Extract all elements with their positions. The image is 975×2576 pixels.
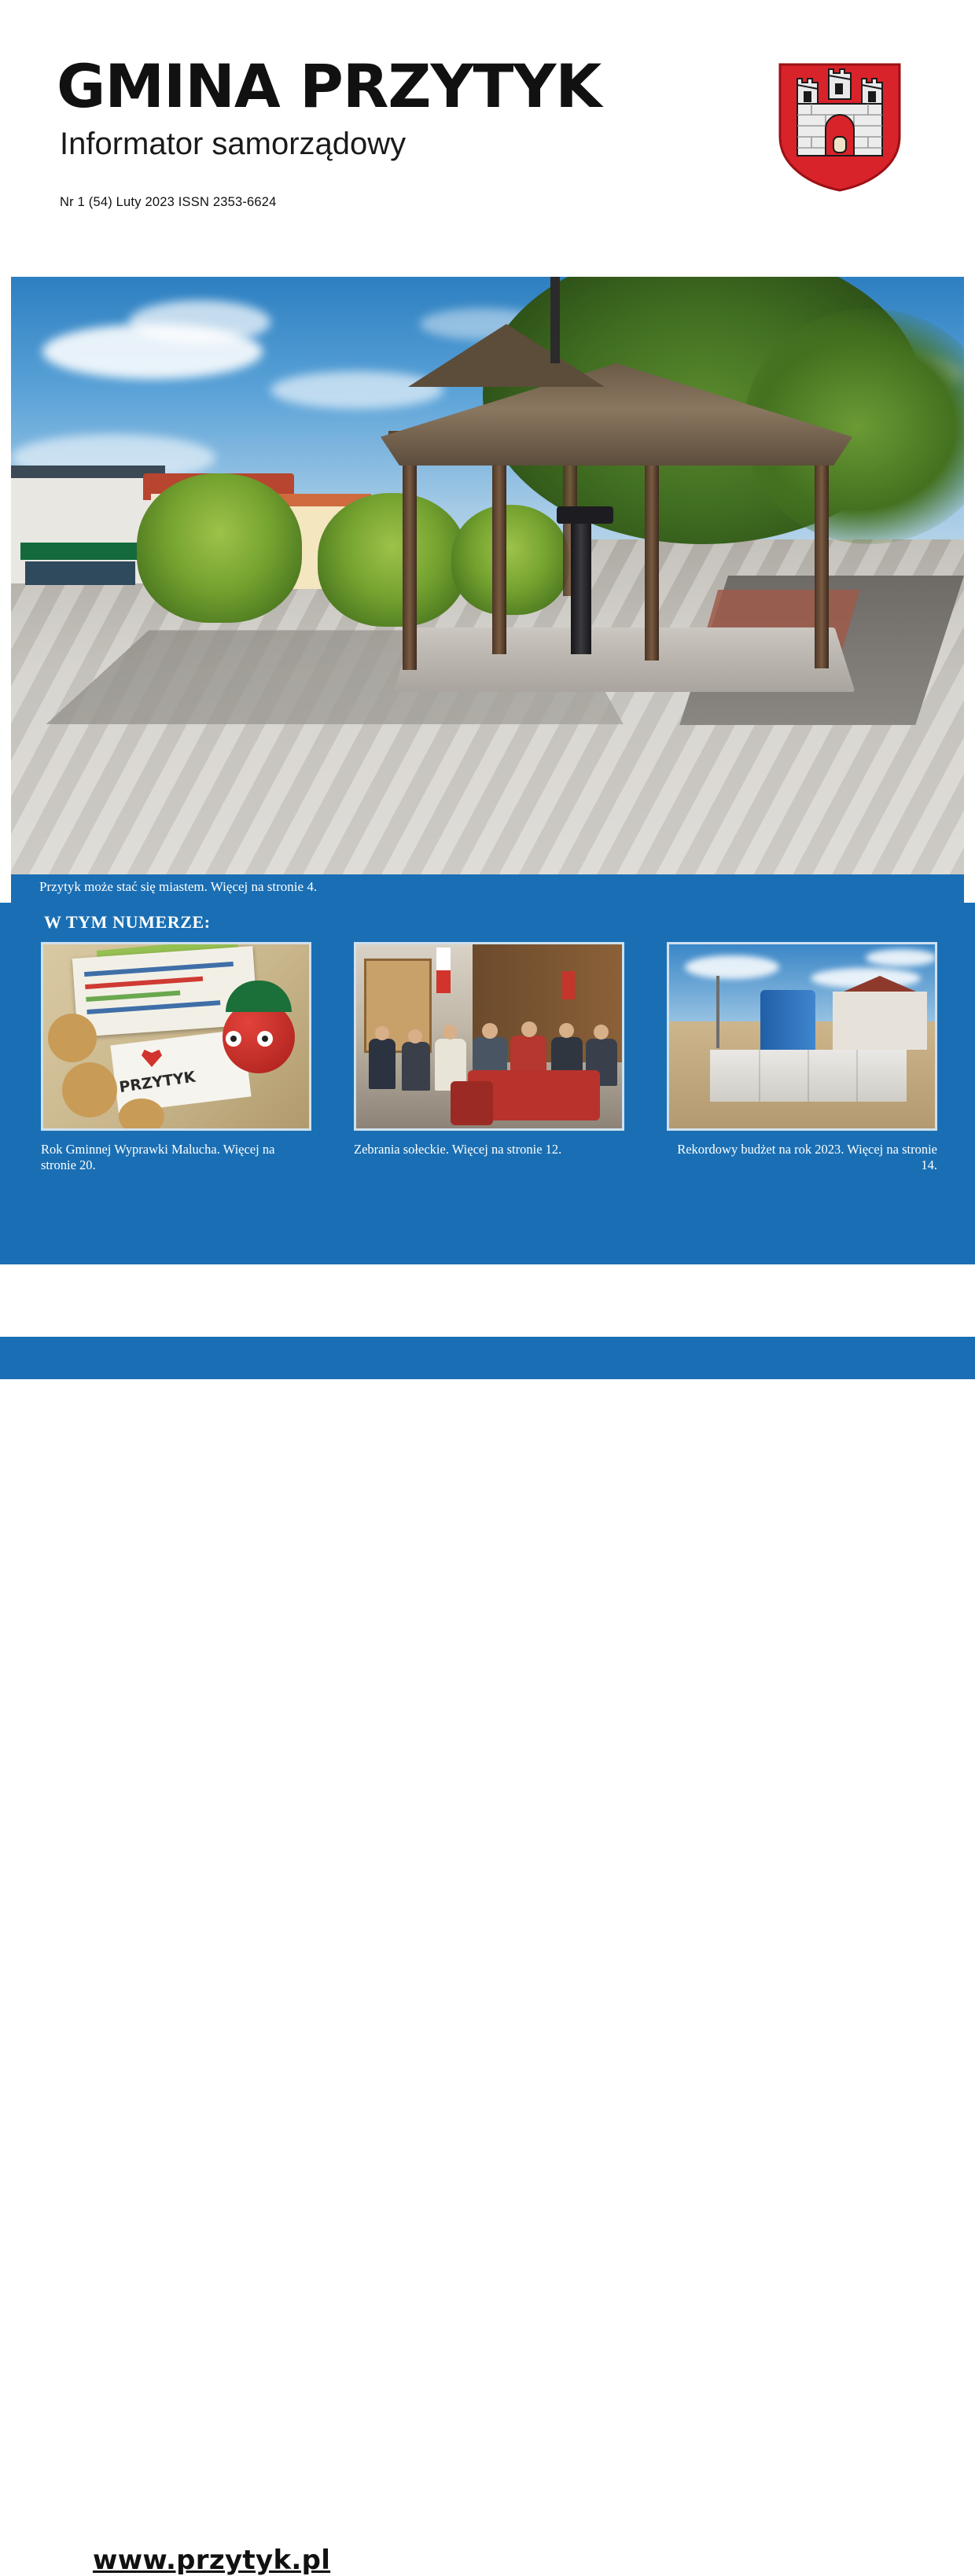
- water-pump: [571, 513, 591, 654]
- footer: [0, 1264, 975, 2576]
- coat-of-arms-icon: [777, 61, 903, 193]
- cover-photo: [11, 277, 964, 874]
- attendee-head: [594, 1025, 609, 1040]
- shop-window: [25, 561, 135, 585]
- attendee-head: [559, 1023, 574, 1038]
- wooden-toy: [119, 1098, 164, 1131]
- masthead: [0, 0, 975, 277]
- attendee-head: [482, 1023, 498, 1039]
- wooden-toy: [48, 1014, 97, 1062]
- shop-awning: [20, 543, 138, 560]
- cloud: [129, 300, 270, 344]
- attendee-head: [408, 1029, 422, 1043]
- title-block: [57, 51, 749, 210]
- list-item[interactable]: [667, 942, 937, 1173]
- red-sofa-arm: [451, 1081, 493, 1125]
- cover-photo-caption: Przytyk może stać się miastem. Więcej na stronie 4.: [39, 879, 318, 894]
- thumbnail-caption: Rekordowy budżet na rok 2023. Więcej na stronie 14.: [677, 1142, 937, 1172]
- plush-toy-eye: [257, 1031, 273, 1047]
- cloud: [866, 949, 936, 966]
- cloud: [685, 955, 779, 979]
- gazebo-finial: [550, 277, 560, 363]
- concrete-wall: [710, 1050, 907, 1102]
- tree: [451, 505, 569, 615]
- bodysuit-text: PRZYTYK: [118, 1068, 197, 1097]
- issue-line: Nr 1 (54) Luty 2023 ISSN 2353-6624: [60, 195, 277, 209]
- thumbnail-image-zebrania[interactable]: [354, 942, 624, 1131]
- gazebo-post: [815, 432, 829, 668]
- water-pump-head: [557, 506, 613, 524]
- gazebo-post: [403, 434, 417, 670]
- attendee-head: [375, 1026, 389, 1040]
- wooden-toy: [62, 1062, 117, 1117]
- attendee-head: [443, 1025, 458, 1040]
- attendee: [369, 1039, 396, 1089]
- plush-toy-eye: [226, 1031, 241, 1047]
- attendee: [402, 1042, 430, 1091]
- thumbnail-caption: Zebrania sołeckie. Więcej na stronie 12.: [354, 1142, 562, 1157]
- in-this-issue-thumbnails: [41, 942, 937, 1173]
- building-roof: [11, 466, 165, 478]
- cloud: [270, 371, 443, 409]
- list-item[interactable]: [41, 942, 311, 1173]
- thumbnail-caption: Rok Gminnej Wyprawki Malucha. Więcej na stronie 20.: [41, 1142, 275, 1172]
- footer-bar: [0, 1337, 975, 1379]
- website-link[interactable]: www.przytyk.pl: [93, 2545, 331, 2576]
- attendee-head: [521, 1021, 537, 1037]
- tree: [137, 473, 302, 623]
- tree: [318, 493, 467, 627]
- fire-extinguisher: [562, 971, 575, 999]
- page-title: GMINA PRZYTYK: [57, 51, 602, 121]
- house: [833, 992, 927, 1050]
- thumbnail-image-budzet[interactable]: [667, 942, 937, 1131]
- in-this-issue-heading: W TYM NUMERZE:: [44, 912, 211, 932]
- thumbnail-image-wyprawka[interactable]: [41, 942, 311, 1131]
- polish-flag: [436, 948, 451, 993]
- gazebo-platform: [393, 627, 855, 692]
- mast: [716, 976, 719, 1048]
- blue-water-tank: [760, 990, 815, 1053]
- list-item[interactable]: [354, 942, 624, 1173]
- page-subtitle: Informator samorządowy: [60, 127, 407, 161]
